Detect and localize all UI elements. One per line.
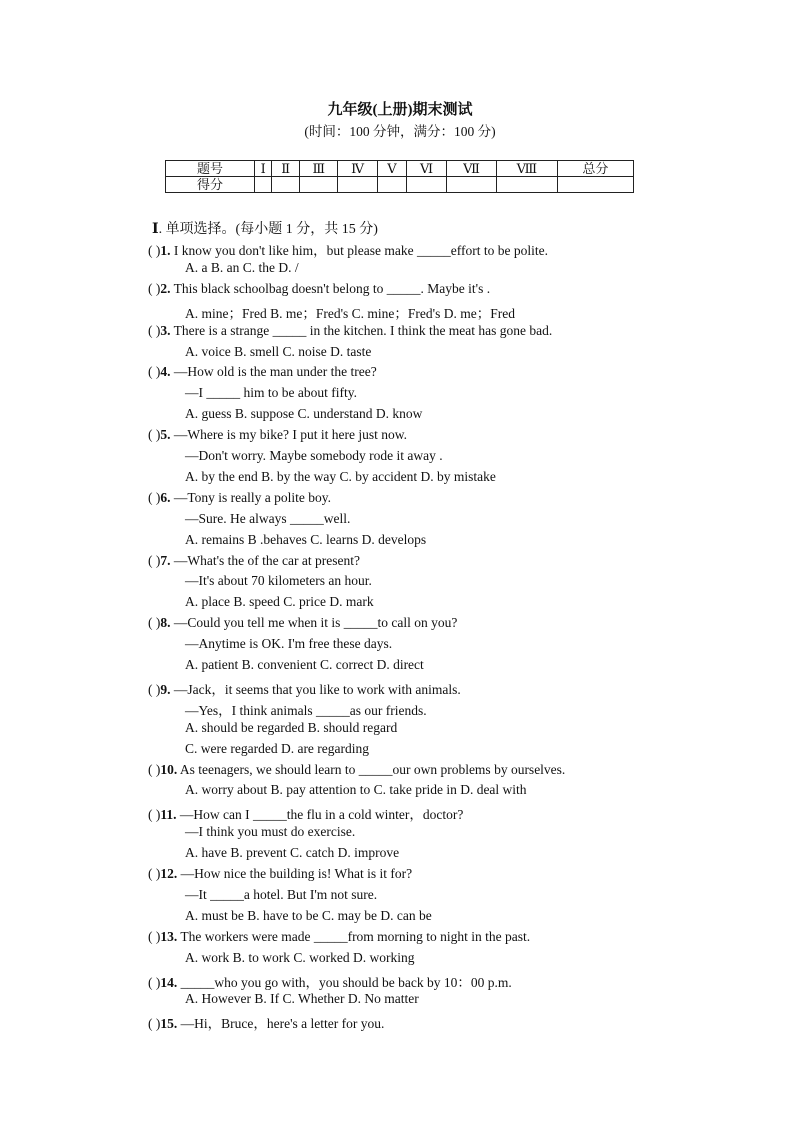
dialogue-line: —Don't worry. Maybe somebody rode it away . (185, 448, 443, 463)
answer-bracket[interactable]: ( ) (148, 280, 161, 296)
score-table-header-row (166, 161, 634, 177)
score-table-cell: 得分 (166, 177, 255, 193)
answer-options: A. mine；Fred B. me；Fred's C. mine；Fred's D. me；Fred (185, 305, 515, 321)
score-table-score-row (166, 177, 634, 193)
question-text: There is a strange _____ in the kitchen. I think the meat has gone bad. (170, 322, 553, 338)
answer-bracket[interactable]: ( ) (148, 615, 161, 631)
score-table (165, 160, 634, 193)
answer-options: A. worry about B. pay attention to C. take pride in D. deal with (185, 782, 527, 798)
question-text: —Where is my bike? I put it here just now. (170, 427, 407, 443)
score-input-cell[interactable] (446, 177, 496, 193)
question-number: 9. (160, 681, 171, 697)
score-table-cell: 总分 (557, 161, 633, 177)
answer-options: A. voice B. smell C. noise D. taste (185, 343, 372, 359)
answer-options: A. a B. an C. the D. / (185, 259, 299, 275)
question-number: 5. (160, 427, 171, 443)
page-subtitle: (时间：100 分钟，满分：100 分) (304, 124, 496, 139)
score-table-cell: Ⅱ (272, 161, 300, 177)
answer-options: A. place B. speed C. price D. mark (185, 594, 374, 610)
score-table-cell: Ⅴ (377, 161, 406, 177)
question-number: 2. (160, 280, 171, 296)
answer-options: C. were regarded D. are regarding (185, 740, 370, 756)
question-number: 3. (160, 322, 171, 338)
question-stem (148, 971, 512, 991)
question-stem (148, 553, 360, 569)
answer-options: A. guess B. suppose C. understand D. know (185, 406, 423, 422)
answer-options: A. must be B. have to be C. may be D. can be (185, 907, 432, 923)
score-input-cell[interactable] (300, 177, 338, 193)
dialogue-line: —It's about 70 kilometers an hour. (185, 573, 372, 589)
question-stem (148, 1012, 384, 1032)
answer-options: A. by the end B. by the way C. by accident D. by mistake (185, 468, 496, 484)
question-text: —How old is the man under the tree? (170, 364, 377, 380)
score-table-cell: Ⅵ (407, 161, 447, 177)
score-input-cell[interactable] (272, 177, 300, 193)
score-input-cell[interactable] (255, 177, 272, 193)
question-text: —How nice the building is! What is it for? (177, 866, 413, 881)
question-text: —Could you tell me when it is _____to call on you? (170, 615, 458, 631)
question-text: I know you don't like him，but please make _____effort to be polite. (170, 243, 548, 258)
page-title: 九年级(上册)期末测试 (327, 102, 473, 118)
question-text: As teenagers, we should learn to _____our own problems by ourselves. (177, 761, 566, 777)
answer-bracket[interactable]: ( ) (148, 243, 161, 258)
answer-bracket[interactable]: ( ) (148, 364, 161, 380)
question-number: 13. (160, 928, 178, 944)
score-input-cell[interactable] (497, 177, 558, 193)
score-table-cell: Ⅰ (255, 161, 272, 177)
question-text: —Tony is really a polite boy. (170, 489, 332, 505)
dialogue-line: —I think you must do exercise. (185, 824, 356, 840)
score-table-cell: Ⅶ (446, 161, 496, 177)
question-text: —Jack，it seems that you like to work with animals. (170, 681, 461, 697)
dialogue-line: —Yes，I think animals _____as our friends. (185, 702, 427, 718)
answer-options: A. patient B. convenient C. correct D. direct (185, 657, 424, 672)
answer-bracket[interactable]: ( ) (148, 807, 161, 823)
answer-bracket[interactable]: ( ) (148, 761, 161, 777)
question-stem (148, 281, 490, 297)
answer-bracket[interactable]: ( ) (148, 928, 161, 944)
question-text: —What's the of the car at present? (170, 552, 360, 568)
score-input-cell[interactable] (407, 177, 447, 193)
answer-bracket[interactable]: ( ) (148, 322, 161, 338)
answer-options: A. However B. If C. Whether D. No matter (185, 991, 419, 1007)
question-stem (148, 803, 463, 823)
answer-options: A. work B. to work C. worked D. working (185, 949, 415, 965)
answer-bracket[interactable]: ( ) (148, 681, 161, 697)
question-text: —How can I _____the flu in a cold winter，doctor? (176, 807, 464, 823)
question-stem (148, 678, 461, 698)
score-table-cell: Ⅲ (300, 161, 338, 177)
answer-bracket[interactable]: ( ) (148, 489, 161, 505)
question-stem (148, 929, 530, 945)
section-numeral: Ⅰ (152, 222, 159, 237)
question-number: 12. (160, 866, 178, 881)
section-heading (152, 218, 378, 238)
question-stem (148, 615, 457, 631)
answer-bracket[interactable]: ( ) (148, 552, 161, 568)
question-number: 15. (160, 1016, 178, 1032)
answer-options: A. should be regarded B. should regard (185, 719, 398, 735)
answer-options: A. remains B .behaves C. learns D. develops (185, 531, 427, 547)
dialogue-line: —It _____a hotel. But I'm not sure. (185, 886, 378, 902)
question-number: 1. (160, 243, 171, 258)
question-text: The workers were made _____from morning to night in the past. (177, 928, 531, 944)
dialogue-line: —Anytime is OK. I'm free these days. (185, 636, 393, 652)
section-title: . 单项选择。(每小题 1 分，共 15 分) (158, 222, 378, 237)
question-stem (148, 239, 548, 259)
score-table-cell: Ⅳ (338, 161, 378, 177)
score-input-cell[interactable] (338, 177, 378, 193)
dialogue-line: —I _____ him to be about fifty. (185, 385, 357, 401)
question-stem (148, 427, 407, 443)
score-table-cell: 题号 (166, 161, 255, 177)
question-number: 14. (160, 974, 178, 990)
score-input-cell[interactable] (557, 177, 633, 193)
question-number: 10. (160, 761, 178, 777)
answer-bracket[interactable]: ( ) (148, 866, 161, 881)
question-stem (148, 364, 377, 380)
answer-options: A. have B. prevent C. catch D. improve (185, 845, 400, 861)
question-text: This black schoolbag doesn't belong to _____. Maybe it's . (170, 280, 491, 296)
question-stem (148, 762, 565, 778)
answer-bracket[interactable]: ( ) (148, 1016, 161, 1032)
question-stem (148, 323, 552, 339)
answer-bracket[interactable]: ( ) (148, 974, 161, 990)
question-number: 6. (160, 489, 171, 505)
score-input-cell[interactable] (377, 177, 406, 193)
question-stem (148, 490, 331, 506)
question-number: 11. (160, 807, 177, 823)
question-stem (148, 866, 412, 882)
question-text: —Hi，Bruce，here's a letter for you. (177, 1016, 385, 1032)
dialogue-line: —Sure. He always _____well. (185, 510, 351, 526)
question-number: 4. (160, 364, 171, 380)
answer-bracket[interactable]: ( ) (148, 427, 161, 443)
question-text: _____who you go with，you should be back by 10：00 p.m. (177, 974, 512, 990)
score-table-cell: Ⅷ (497, 161, 558, 177)
question-number: 7. (160, 552, 171, 568)
question-number: 8. (160, 615, 171, 631)
